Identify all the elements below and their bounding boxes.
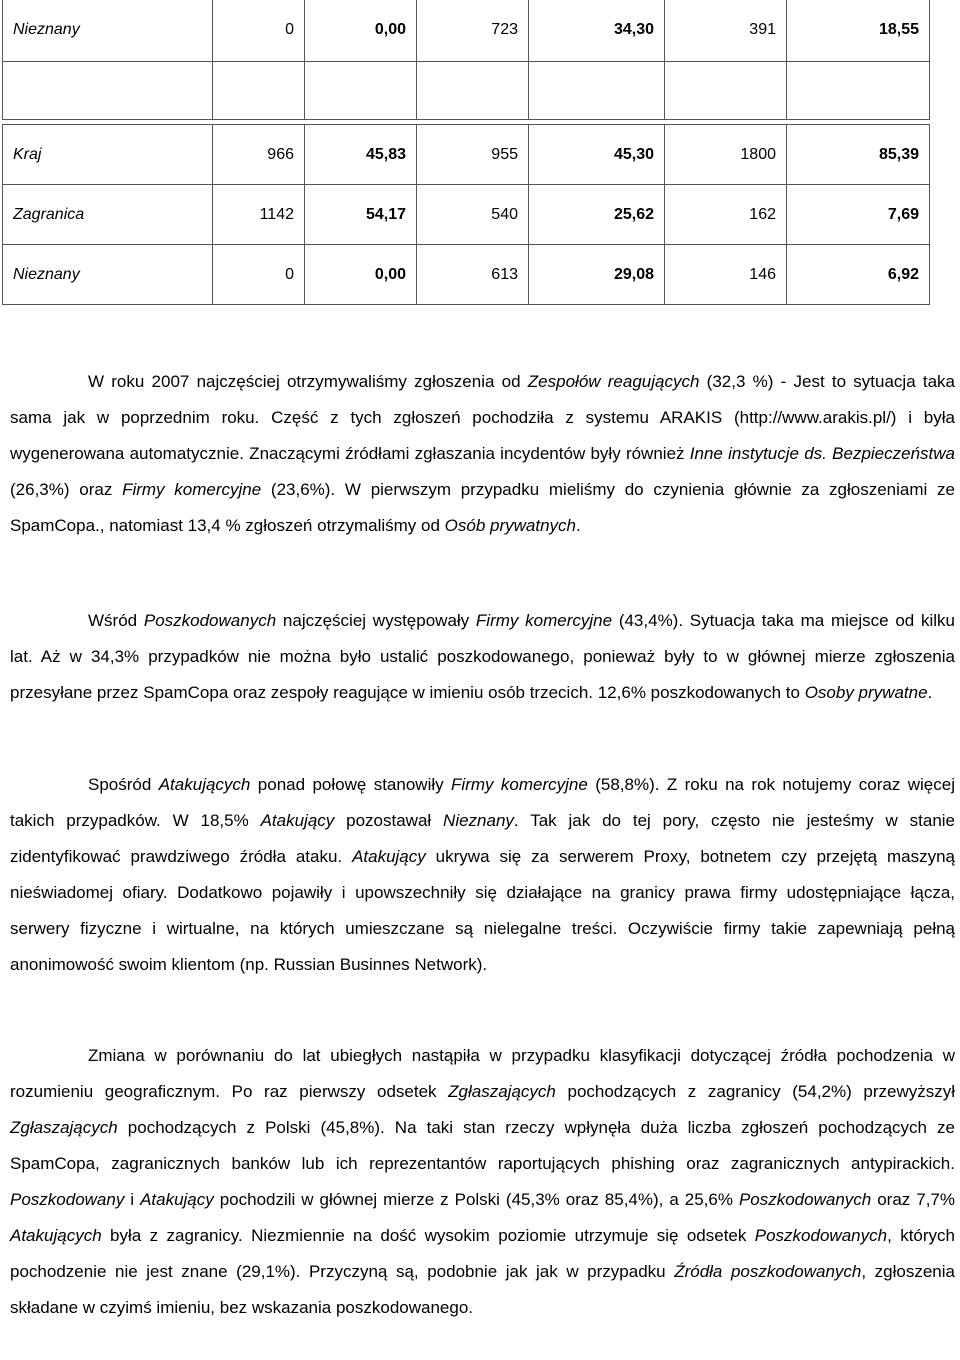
- count-cell: 0: [213, 245, 305, 305]
- table-row: [3, 185, 930, 245]
- text-run: Zmiana w porównaniu do lat ubiegłych nastąpiła w przypadku klasyfikacji dotyczącej źródła pochodzenia w rozumieniu geograficznym. Po raz pierwszy odsetek: [10, 1046, 955, 1101]
- text-run: (23,6%). W pierwszym przypadku mieliśmy do czynienia głównie za zgłoszeniami ze SpamCopa., natomiast 13,4 % zgłoszeń otrzymaliśmy od: [10, 480, 955, 535]
- text-run: i: [124, 1190, 141, 1209]
- percent-cell: 6,92: [787, 245, 930, 305]
- table-row: [3, 245, 930, 305]
- italic-term: Firmy komercyjne: [122, 480, 262, 499]
- italic-term: Poszkodowanych: [738, 1190, 872, 1209]
- count-cell: 955: [417, 125, 529, 185]
- count-cell: 1142: [213, 185, 305, 245]
- italic-term: Nieznany: [443, 811, 514, 830]
- percent-cell: 25,62: [529, 185, 665, 245]
- text-run: pochodzących z Polski (45,8%). Na taki stan rzeczy wpłynęła duża liczba zgłoszeń pochodzących ze SpamCopa, zagranicznych banków lub ich reprezentantów raportujących phishing oraz zagranicznych antypirackich.: [10, 1118, 955, 1173]
- percent-cell: 34,30: [529, 0, 665, 62]
- count-cell: 1800: [665, 125, 787, 185]
- empty-cell: [787, 62, 930, 120]
- text-run: ponad połowę stanowiły: [250, 775, 452, 794]
- italic-term: Atakujący: [140, 1190, 214, 1209]
- count-cell: 723: [417, 0, 529, 62]
- text-run: W roku 2007 najczęściej otrzymywaliśmy zgłoszenia od: [88, 372, 528, 391]
- text-run: najczęściej występowały: [276, 611, 476, 630]
- count-cell: 0: [213, 0, 305, 62]
- italic-term: Poszkodowanych: [143, 611, 277, 630]
- text-run: , których pochodzenie nie jest znane (29,1%). Przyczyną są, podobnie jak jak w przypadku: [10, 1226, 955, 1281]
- text-run: oraz 7,7%: [871, 1190, 956, 1209]
- italic-term: Atakujących: [10, 1226, 102, 1245]
- text-run: ukrywa się za serwerem Proxy, botnetem czy przejętą maszyną nieświadomej ofiary. Dodatkowo pojawiły i upowszechniły się działające na granicy prawa firmy udostępniające łącza, serwery fizyczne i wirtualne, na których umieszczane są nielegalne treści. Oczywiście firmy takie zapewniają pełną anonimowość swoim klientom (np. Russian Businnes Network).: [10, 847, 955, 974]
- italic-term: Atakujący: [352, 847, 426, 866]
- italic-term: Zespołów reagujących: [527, 372, 700, 391]
- percent-cell: 0,00: [305, 0, 417, 62]
- italic-term: Inne instytucje ds. Bezpieczeństwa: [689, 444, 955, 463]
- text-run: pochodzących z zagranicy (54,2%) przewyższył: [555, 1082, 956, 1101]
- percent-cell: 18,55: [787, 0, 930, 62]
- text-run: Wśród: [88, 611, 144, 630]
- italic-term: Zgłaszających: [448, 1082, 556, 1101]
- percent-cell: 0,00: [305, 245, 417, 305]
- italic-term: Firmy komercyjne: [475, 611, 613, 630]
- empty-cell: [665, 62, 787, 120]
- empty-cell: [305, 62, 417, 120]
- text-run: pozostawał: [334, 811, 444, 830]
- count-cell: 540: [417, 185, 529, 245]
- text-run: (58,8%). Z roku na rok notujemy coraz więcej takich przypadków. W 18,5%: [10, 775, 955, 830]
- text-run: .: [927, 683, 933, 702]
- text-run: była z zagranicy. Niezmiennie na dość wysokim poziomie utrzymuje się odsetek: [101, 1226, 755, 1245]
- text-run: (26,3%) oraz: [10, 480, 123, 499]
- count-cell: 162: [665, 185, 787, 245]
- italic-term: Źródła poszkodowanych: [674, 1262, 862, 1281]
- count-cell: 613: [417, 245, 529, 305]
- italic-term: Poszkodowanych: [754, 1226, 888, 1245]
- text-run: , zgłoszenia składane w czyimś imieniu, bez wskazania poszkodowanego.: [10, 1262, 955, 1317]
- percent-cell: 85,39: [787, 125, 930, 185]
- empty-cell: [3, 62, 213, 120]
- empty-cell: [417, 62, 529, 120]
- row-label: Nieznany: [3, 245, 213, 305]
- count-cell: 391: [665, 0, 787, 62]
- row-label: Kraj: [3, 125, 213, 185]
- empty-cell: [529, 62, 665, 120]
- table-row: [3, 0, 930, 62]
- italic-term: Osoby prywatne: [804, 683, 928, 702]
- count-cell: 146: [665, 245, 787, 305]
- paragraph-victims: [10, 603, 955, 711]
- text-run: . Tak jak do tej pory, często nie jesteśmy w stanie zidentyfikować prawdziwego źródła ataku.: [10, 811, 955, 866]
- paragraph-reporters: [10, 364, 955, 544]
- italic-term: Osób prywatnych: [444, 516, 576, 535]
- statistics-table-top: [2, 0, 930, 120]
- percent-cell: 45,30: [529, 125, 665, 185]
- italic-term: Firmy komercyjne: [451, 775, 588, 794]
- table-row: [3, 125, 930, 185]
- table-row-empty: [3, 62, 930, 120]
- text-run: (32,3 %) - Jest to sytuacja taka sama jak w poprzednim roku. Część z tych zgłoszeń pochodziła z systemu ARAKIS (http://www.arakis.pl/) i była wygenerowana automatycznie. Znaczącymi źródłami zgłaszania incydentów były również: [10, 372, 955, 463]
- text-run: .: [575, 516, 581, 535]
- italic-term: Atakujących: [158, 775, 251, 794]
- percent-cell: 54,17: [305, 185, 417, 245]
- text-run: Spośród: [88, 775, 159, 794]
- row-label: Zagranica: [3, 185, 213, 245]
- italic-term: Poszkodowany: [10, 1190, 125, 1209]
- row-label: Nieznany: [3, 0, 213, 62]
- percent-cell: 45,83: [305, 125, 417, 185]
- italic-term: Atakujący: [260, 811, 335, 830]
- percent-cell: 29,08: [529, 245, 665, 305]
- text-run: (43,4%). Sytuacja taka ma miejsce od kilku lat. Aż w 34,3% przypadków nie można było ustalić poszkodowanego, ponieważ były to w głównej mierze zgłoszenia przesyłane przez SpamCopa oraz zespoły reagujące w imieniu osób trzecich. 12,6% poszkodowanych to: [10, 611, 955, 702]
- paragraph-attackers: [10, 767, 955, 983]
- paragraph-geographic-origin: [10, 1038, 955, 1326]
- count-cell: 966: [213, 125, 305, 185]
- percent-cell: 7,69: [787, 185, 930, 245]
- empty-cell: [213, 62, 305, 120]
- italic-term: Zgłaszających: [10, 1118, 118, 1137]
- statistics-table-bottom: [2, 124, 930, 305]
- text-run: pochodzili w głównej mierze z Polski (45,3% oraz 85,4%), a 25,6%: [213, 1190, 739, 1209]
